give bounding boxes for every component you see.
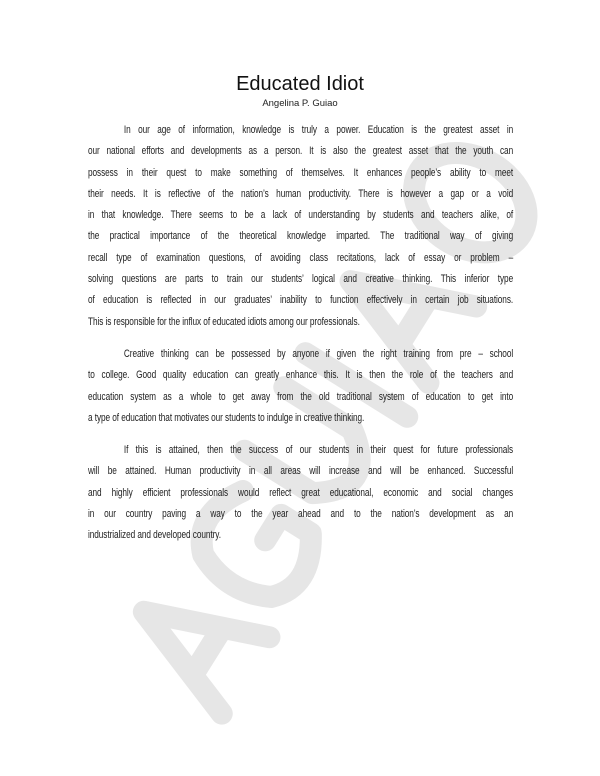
text-line: Creative thinking can be possessed by anyone if given the right training from pre – school — [123, 347, 514, 360]
text-line: solving questions are parts to train our students’ logical and creative thinking. This inferior type — [88, 273, 514, 286]
text-line: to college. Good quality education can greatly enhance this. It is then the role of the teachers and — [88, 369, 514, 382]
text-line: and highly efficient professionals would reflect great educational, economic and social changes — [88, 486, 514, 499]
paragraph-1 — [88, 120, 513, 333]
watermark-letter-a — [120, 574, 269, 714]
text-line: possess in their quest to make something of themselves. It enhances people’s ability to meet — [88, 166, 514, 179]
text-line: If this is attained, then the success of our students in their quest for future professionals — [123, 444, 514, 457]
text-line: in our country paving a way to the year ahead and to the nation’s development as an — [88, 508, 514, 521]
text-line: the practical importance of the theoretical knowledge imparted. The traditional way of giving — [88, 230, 514, 243]
text-line: industrialized and developed country. — [88, 529, 221, 542]
document-title: Educated Idiot — [236, 73, 364, 95]
paragraph-3 — [88, 440, 513, 546]
document-author: Angelina P. Guiao — [262, 98, 338, 109]
text-line: in that knowledge. There seems to be a lack of understanding by students and teachers alike, of — [88, 209, 514, 222]
paragraph-2 — [88, 344, 513, 429]
text-line: a type of education that motivates our students to indulge in creative thinking. — [88, 411, 365, 424]
text-line: their needs. It is reflective of the nation’s human productivity. There is however a gap or a void — [88, 187, 514, 200]
text-line: will be attained. Human productivity in all areas will increase and will be enhanced. Successful — [88, 465, 514, 478]
text-line: recall type of examination questions, of avoiding class recitations, lack of essay or problem – — [88, 251, 514, 264]
text-line: of education is reflected in our graduates’ inability to function effectively in certain job situations. — [88, 294, 514, 307]
text-line: education system as a whole to get away from the old traditional system of education to get into — [88, 390, 514, 403]
text-line: This is responsible for the influx of educated idiots among our professionals. — [88, 315, 360, 328]
text-line: In our age of information, knowledge is truly a power. Education is the greatest asset in — [123, 124, 514, 136]
text-line: our national efforts and developments as a person. It is also the greatest asset that the youth can — [88, 145, 514, 158]
document-body — [88, 120, 513, 558]
